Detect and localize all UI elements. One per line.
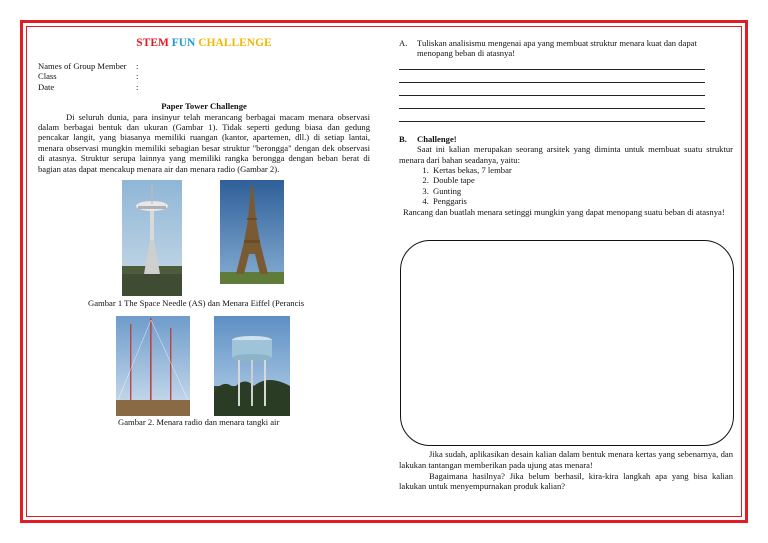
figure-2-caption: Gambar 2. Menara radio dan menara tangki air <box>118 417 280 428</box>
section-title: Paper Tower Challenge <box>161 101 247 112</box>
info-colon: : <box>136 61 139 71</box>
material-item: 1. Kertas bekas, 7 lembar <box>431 165 733 175</box>
title-stem: STEM <box>136 37 169 49</box>
material-item: 2. Double tape <box>431 175 733 185</box>
closing-paragraph-1: Jika sudah, aplikasikan desain kalian dalam bentuk menara kertas yang sebenarnya, dan lakukan tantangan memberikan pada ujung atas menara! <box>399 449 733 470</box>
challenge-heading <box>399 134 733 144</box>
student-info <box>38 61 370 92</box>
question-a-text: Tuliskan analisismu mengenai apa yang membuat struktur menara kuat dan dapat menopang beban di atasnya! <box>417 38 697 59</box>
closing-paragraph-2: Bagaimana hasilnya? Jika belum berhasil, kira-kira langkah apa yang bisa kalian lakukan untuk menyempurnakan produk kalian? <box>399 470 733 492</box>
info-row-names <box>38 61 370 71</box>
figure-area <box>38 174 370 426</box>
challenge-number: B. <box>399 133 407 144</box>
challenge-intro: Saat ini kalian merupakan seorang arsitek yang diminta untuk membuat suatu struktur menara dari bahan seadanya, yaitu: <box>399 144 733 165</box>
title-challenge: CHALLENGE <box>198 37 272 49</box>
answer-lines[interactable] <box>399 69 733 122</box>
closing-text <box>399 449 733 492</box>
material-item: 4. Penggaris <box>431 196 733 206</box>
challenge-title: Challenge! <box>417 133 457 144</box>
answer-line[interactable] <box>399 121 705 122</box>
design-drawing-box[interactable] <box>400 240 734 446</box>
answer-line[interactable] <box>399 69 705 70</box>
water-tower-photo <box>214 316 290 416</box>
info-label: Date <box>38 81 55 92</box>
info-label: Class <box>38 71 57 82</box>
info-colon: : <box>136 81 139 92</box>
left-column <box>38 36 370 426</box>
worksheet-title <box>38 36 370 50</box>
answer-line[interactable] <box>399 82 705 83</box>
eiffel-tower-photo <box>220 180 284 284</box>
info-label: Names of Group Member <box>38 61 127 71</box>
question-a-number: A. <box>399 38 408 48</box>
space-needle-photo <box>122 180 182 296</box>
materials-list <box>399 165 733 207</box>
info-row-class <box>38 71 370 81</box>
title-fun: FUN <box>171 37 196 49</box>
right-column <box>399 38 733 217</box>
material-item: 3. Gunting <box>431 186 733 196</box>
info-row-date <box>38 82 370 92</box>
answer-line[interactable] <box>399 95 705 96</box>
info-colon: : <box>136 71 139 82</box>
figure-1-caption: Gambar 1 The Space Needle (AS) dan Menara Eiffel (Perancis <box>88 298 305 309</box>
question-a <box>399 38 733 59</box>
challenge-instruction: Rancang dan buatlah menara setinggi mungkin yang dapat menopang suatu beban di atasnya! <box>403 206 725 217</box>
radio-towers-photo <box>116 316 190 416</box>
intro-paragraph: Di seluruh dunia, para insinyur telah merancang berbagai macam menara observasi dalam berbagai bentuk dan ukuran (Gambar 1). Tidak seperti gedung biasa dan gedung pencakar langit, yang biasanya memiliki ruangan (kantor, apartemen, dll.) di setiap lantai, menara observasi mungkin memiliki sebagian besar struktur "berongga" dengan dek observasi di atasnya. Struktur serupa lainnya yang memiliki rangka berongga dengan beban berat di bagian atas dapat mencakup menara air dan menara radio (Gambar 2). <box>38 111 370 174</box>
answer-line[interactable] <box>399 108 705 109</box>
